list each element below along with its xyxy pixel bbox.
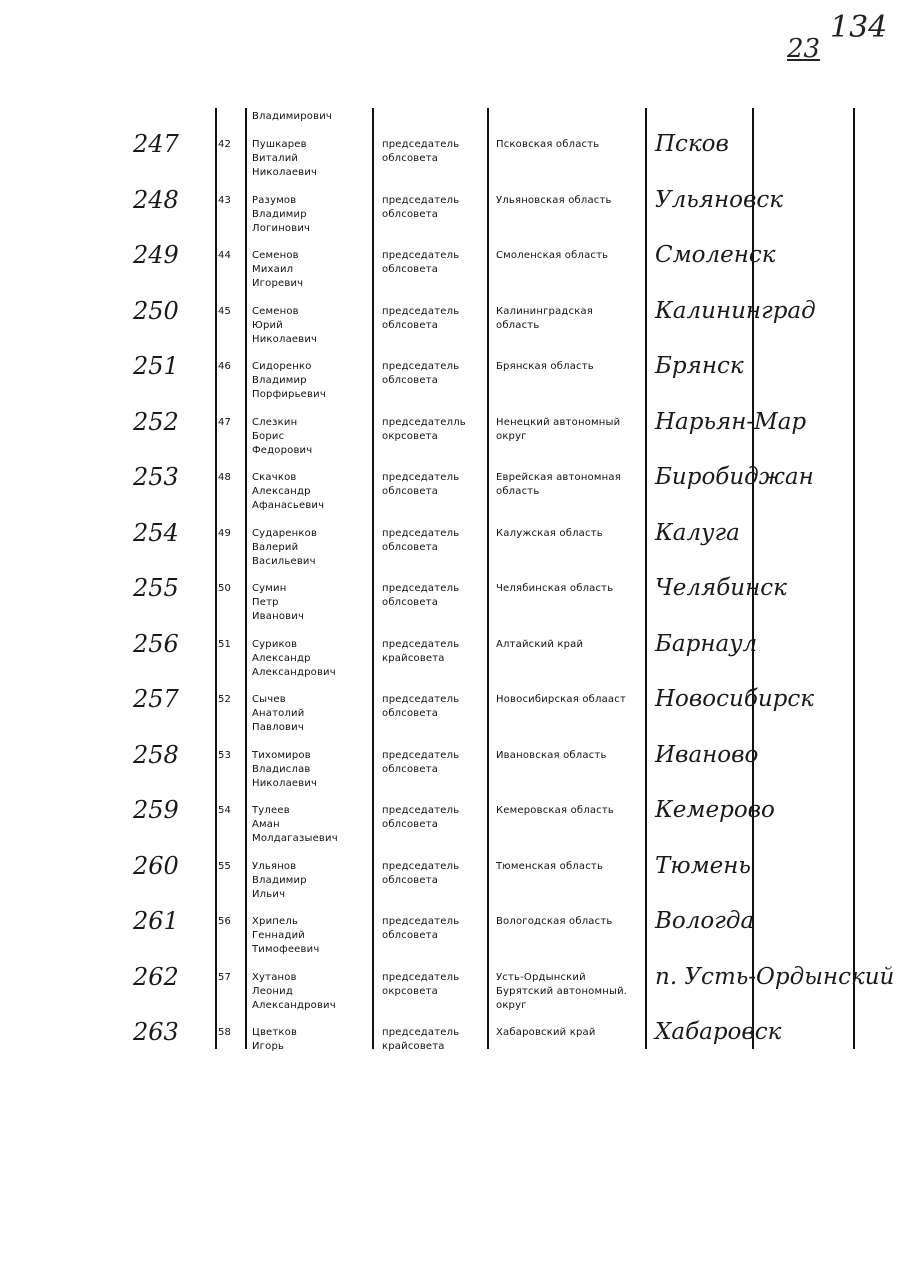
row-number: 52 — [218, 694, 232, 705]
person-name-line: Семенов — [252, 306, 299, 317]
position-title-line: облсовета — [382, 320, 439, 331]
position-title-line: председатель — [382, 139, 460, 150]
region-name — [496, 194, 646, 208]
row-number: 50 — [218, 583, 232, 594]
handwritten-city: Иваново — [655, 742, 759, 768]
handwritten-number: 248 — [133, 186, 179, 214]
handwritten-city: Нарьян-Мар — [655, 409, 807, 435]
handwritten-number: 254 — [133, 519, 179, 547]
person-name — [252, 360, 326, 402]
row-number: 49 — [218, 528, 232, 539]
position-title-line: крайсовета — [382, 653, 445, 664]
handwritten-city: Кемерово — [655, 797, 775, 823]
handwritten-city: Новосибирск — [655, 686, 815, 712]
person-name-line: Цветков — [252, 1027, 298, 1038]
person-name-line: Сидоренко — [252, 361, 312, 372]
handwritten-city: Тюмень — [655, 853, 751, 879]
region-name — [496, 582, 646, 596]
person-name-line: Федорович — [252, 445, 313, 456]
person-name-line: Николаевич — [252, 334, 318, 345]
region-name-line: Бурятский автономный. — [496, 986, 628, 997]
person-name-line: Александрович — [252, 1000, 336, 1011]
region-name — [496, 804, 646, 818]
row-number: 55 — [218, 861, 232, 872]
person-name-line: Ульянов — [252, 861, 297, 872]
region-name — [496, 638, 646, 652]
person-name-line: Александр — [252, 653, 311, 664]
person-name-line: Александр — [252, 486, 311, 497]
position-title-line: облсовета — [382, 209, 439, 220]
region-name-line: Усть-Ордынский — [496, 972, 586, 983]
handwritten-number: 256 — [133, 630, 179, 658]
row-number: 51 — [218, 639, 232, 650]
region-name-line: Тюменская область — [496, 861, 604, 872]
position-title-line: облсовета — [382, 597, 439, 608]
position-title-line: облсовета — [382, 542, 439, 553]
handwritten-city: Калуга — [655, 520, 740, 546]
handwritten-number: 263 — [133, 1018, 179, 1046]
person-name-line: Николаевич — [252, 167, 318, 178]
region-name — [496, 471, 646, 499]
person-name — [252, 804, 338, 846]
handwritten-number: 250 — [133, 297, 179, 325]
person-name-line: Скачков — [252, 472, 297, 483]
handwritten-city: Псков — [655, 131, 729, 157]
position-title-line: председатель — [382, 472, 460, 483]
handwritten-number: 249 — [133, 241, 179, 269]
position-title-line: окрсовета — [382, 431, 438, 442]
row-number: 45 — [218, 306, 232, 317]
position-title — [382, 194, 459, 222]
region-name — [496, 971, 646, 1013]
person-name-line: Владислав — [252, 764, 311, 775]
person-name-line: Юрий — [252, 320, 283, 331]
person-name-line: Геннадий — [252, 930, 305, 941]
person-name — [252, 416, 312, 458]
person-name-line: Валерий — [252, 542, 299, 553]
position-title-line: облсовета — [382, 764, 439, 775]
position-title-line: председатель — [382, 639, 460, 650]
person-name — [252, 1026, 297, 1054]
position-title — [382, 638, 459, 666]
person-name-line: Сумин — [252, 583, 287, 594]
person-name-line: Иванович — [252, 611, 305, 622]
handwritten-number: 262 — [133, 963, 179, 991]
region-name — [496, 860, 646, 874]
person-name-line: Николаевич — [252, 778, 318, 789]
person-name — [252, 249, 303, 291]
region-name-line: Ненецкий автономный — [496, 417, 621, 428]
position-title — [382, 860, 459, 888]
handwritten-city: Челябинск — [655, 575, 787, 601]
position-title-line: облсовета — [382, 375, 439, 386]
column-divider-position — [487, 108, 489, 1049]
person-name — [252, 527, 317, 569]
person-name-line: Александрович — [252, 667, 336, 678]
handwritten-number: 253 — [133, 463, 179, 491]
handwritten-number: 260 — [133, 852, 179, 880]
person-name — [252, 638, 336, 680]
region-name-line: Ульяновская область — [496, 195, 612, 206]
position-title-line: облсовета — [382, 153, 439, 164]
person-name — [252, 860, 307, 902]
person-name — [252, 138, 317, 180]
handwritten-city: Смоленск — [655, 242, 776, 268]
position-title-line: облсовета — [382, 875, 439, 886]
row-number: 47 — [218, 417, 232, 428]
person-name-line: Павлович — [252, 722, 304, 733]
person-name-line: Хрипель — [252, 916, 299, 927]
person-name-line: Тимофеевич — [252, 944, 320, 955]
handwritten-number: 255 — [133, 574, 179, 602]
person-name — [252, 582, 304, 624]
table-border-right — [853, 108, 855, 1049]
region-name-line: Ивановская область — [496, 750, 607, 761]
handwritten-city: Калининград — [655, 298, 816, 324]
position-title-line: председатель — [382, 250, 460, 261]
person-name-line: Виталий — [252, 153, 299, 164]
person-name-line: Леонид — [252, 986, 293, 997]
handwritten-number: 247 — [133, 130, 179, 158]
row-number: 43 — [218, 195, 232, 206]
position-title-line: председатель — [382, 805, 460, 816]
person-name-line: Игоревич — [252, 278, 304, 289]
person-name-line: Порфирьевич — [252, 389, 326, 400]
position-title — [382, 582, 459, 610]
person-name-line: Пушкарев — [252, 139, 307, 150]
region-name — [496, 527, 646, 541]
region-name — [496, 138, 646, 152]
region-name — [496, 360, 646, 374]
person-name — [252, 971, 336, 1013]
person-name-line: Логинович — [252, 223, 311, 234]
position-title — [382, 1026, 459, 1054]
column-divider-num — [245, 108, 247, 1049]
position-title-line: крайсовета — [382, 1041, 445, 1052]
handwritten-number: 261 — [133, 907, 179, 935]
person-name-line: Петр — [252, 597, 279, 608]
position-title — [382, 749, 459, 777]
position-title — [382, 360, 459, 388]
position-title — [382, 527, 459, 555]
region-name-line: Калужская область — [496, 528, 603, 539]
column-divider-name — [372, 108, 374, 1049]
position-title-line: облсовета — [382, 930, 439, 941]
person-name-line: Тулеев — [252, 805, 290, 816]
position-title-line: председатель — [382, 694, 460, 705]
position-title — [382, 416, 466, 444]
position-title — [382, 249, 459, 277]
region-name-line: Новосибирская облааст — [496, 694, 626, 705]
person-name — [252, 194, 310, 236]
region-name-line: область — [496, 486, 540, 497]
person-name — [252, 693, 304, 735]
position-title — [382, 971, 459, 999]
row-number: 54 — [218, 805, 232, 816]
person-name-line: Молдагазыевич — [252, 833, 338, 844]
position-title-line: облсовета — [382, 486, 439, 497]
handwritten-city: Биробиджан — [655, 464, 814, 490]
position-title-line: председатель — [382, 361, 460, 372]
position-title — [382, 804, 459, 832]
handwritten-number: 252 — [133, 408, 179, 436]
person-name — [252, 305, 317, 347]
region-name-line: Еврейская автономная — [496, 472, 621, 483]
position-title-line: председатель — [382, 306, 460, 317]
continuation-text: Владимирович — [252, 111, 333, 122]
person-name-line: Ильич — [252, 889, 286, 900]
handwritten-number: 259 — [133, 796, 179, 824]
person-name-line: Владимир — [252, 375, 307, 386]
person-name-line: Аман — [252, 819, 280, 830]
person-name — [252, 749, 317, 791]
row-number: 44 — [218, 250, 232, 261]
region-name-line: округ — [496, 431, 527, 442]
handwritten-city: Брянск — [655, 353, 744, 379]
row-number: 58 — [218, 1027, 232, 1038]
region-name-line: Челябинская область — [496, 583, 614, 594]
person-name-line: Владимир — [252, 209, 307, 220]
row-number: 56 — [218, 916, 232, 927]
position-title-line: председателль — [382, 417, 466, 428]
handwritten-city: Ульяновск — [655, 187, 784, 213]
region-name-line: Алтайский край — [496, 639, 584, 650]
person-name-line: Анатолий — [252, 708, 305, 719]
person-name-line: Игорь — [252, 1041, 285, 1052]
position-title-line: председатель — [382, 195, 460, 206]
person-name — [252, 915, 319, 957]
region-name — [496, 1026, 646, 1040]
handwritten-city: Вологда — [655, 908, 755, 934]
region-name-line: Смоленская область — [496, 250, 609, 261]
person-name-line: Васильевич — [252, 556, 316, 567]
handwritten-city: п. Усть-Ордынский — [655, 964, 895, 990]
region-name-line: Кемеровская область — [496, 805, 614, 816]
region-name — [496, 249, 646, 263]
person-name-line: Борис — [252, 431, 285, 442]
handwritten-city: Барнаул — [655, 631, 758, 657]
person-name-line: Сударенков — [252, 528, 318, 539]
table-border-left — [215, 108, 217, 1049]
person-name-line: Сычев — [252, 694, 286, 705]
person-name-line: Суриков — [252, 639, 298, 650]
position-title-line: председатель — [382, 972, 460, 983]
position-title — [382, 471, 459, 499]
handwritten-city: Хабаровск — [655, 1019, 782, 1045]
position-title-line: председатель — [382, 1027, 460, 1038]
position-title-line: председатель — [382, 861, 460, 872]
person-name-line: Слезкин — [252, 417, 298, 428]
person-name-line: Михаил — [252, 264, 294, 275]
region-name-line: Псковская область — [496, 139, 600, 150]
person-name — [252, 471, 324, 513]
position-title — [382, 915, 459, 943]
region-name — [496, 416, 646, 444]
handwritten-number: 257 — [133, 685, 179, 713]
region-name — [496, 305, 646, 333]
region-name-line: Вологодская область — [496, 916, 613, 927]
region-name — [496, 749, 646, 763]
position-title — [382, 138, 459, 166]
region-name — [496, 693, 646, 707]
person-name-line: Тихомиров — [252, 750, 311, 761]
region-name-line: округ — [496, 1000, 527, 1011]
person-name-line: Владимир — [252, 875, 307, 886]
page-number-sub: 23 — [787, 34, 821, 64]
person-name-line: Хутанов — [252, 972, 297, 983]
position-title-line: председатель — [382, 583, 460, 594]
position-title-line: облсовета — [382, 819, 439, 830]
person-name-line: Разумов — [252, 195, 297, 206]
person-name-line: Афанасьевич — [252, 500, 325, 511]
handwritten-number: 251 — [133, 352, 179, 380]
page-number-top: 134 — [830, 10, 888, 45]
position-title — [382, 305, 459, 333]
region-name-line: Хабаровский край — [496, 1027, 596, 1038]
region-name-line: Калининградская — [496, 306, 594, 317]
row-number: 46 — [218, 361, 232, 372]
row-number: 48 — [218, 472, 232, 483]
position-title-line: председатель — [382, 750, 460, 761]
position-title — [382, 693, 459, 721]
person-name-line: Семенов — [252, 250, 299, 261]
row-number: 42 — [218, 139, 232, 150]
position-title-line: облсовета — [382, 264, 439, 275]
region-name — [496, 915, 646, 929]
handwritten-number: 258 — [133, 741, 179, 769]
position-title-line: председатель — [382, 528, 460, 539]
position-title-line: окрсовета — [382, 986, 438, 997]
region-name-line: Брянская область — [496, 361, 594, 372]
row-number: 53 — [218, 750, 232, 761]
position-title-line: облсовета — [382, 708, 439, 719]
region-name-line: область — [496, 320, 540, 331]
row-number: 57 — [218, 972, 232, 983]
position-title-line: председатель — [382, 916, 460, 927]
